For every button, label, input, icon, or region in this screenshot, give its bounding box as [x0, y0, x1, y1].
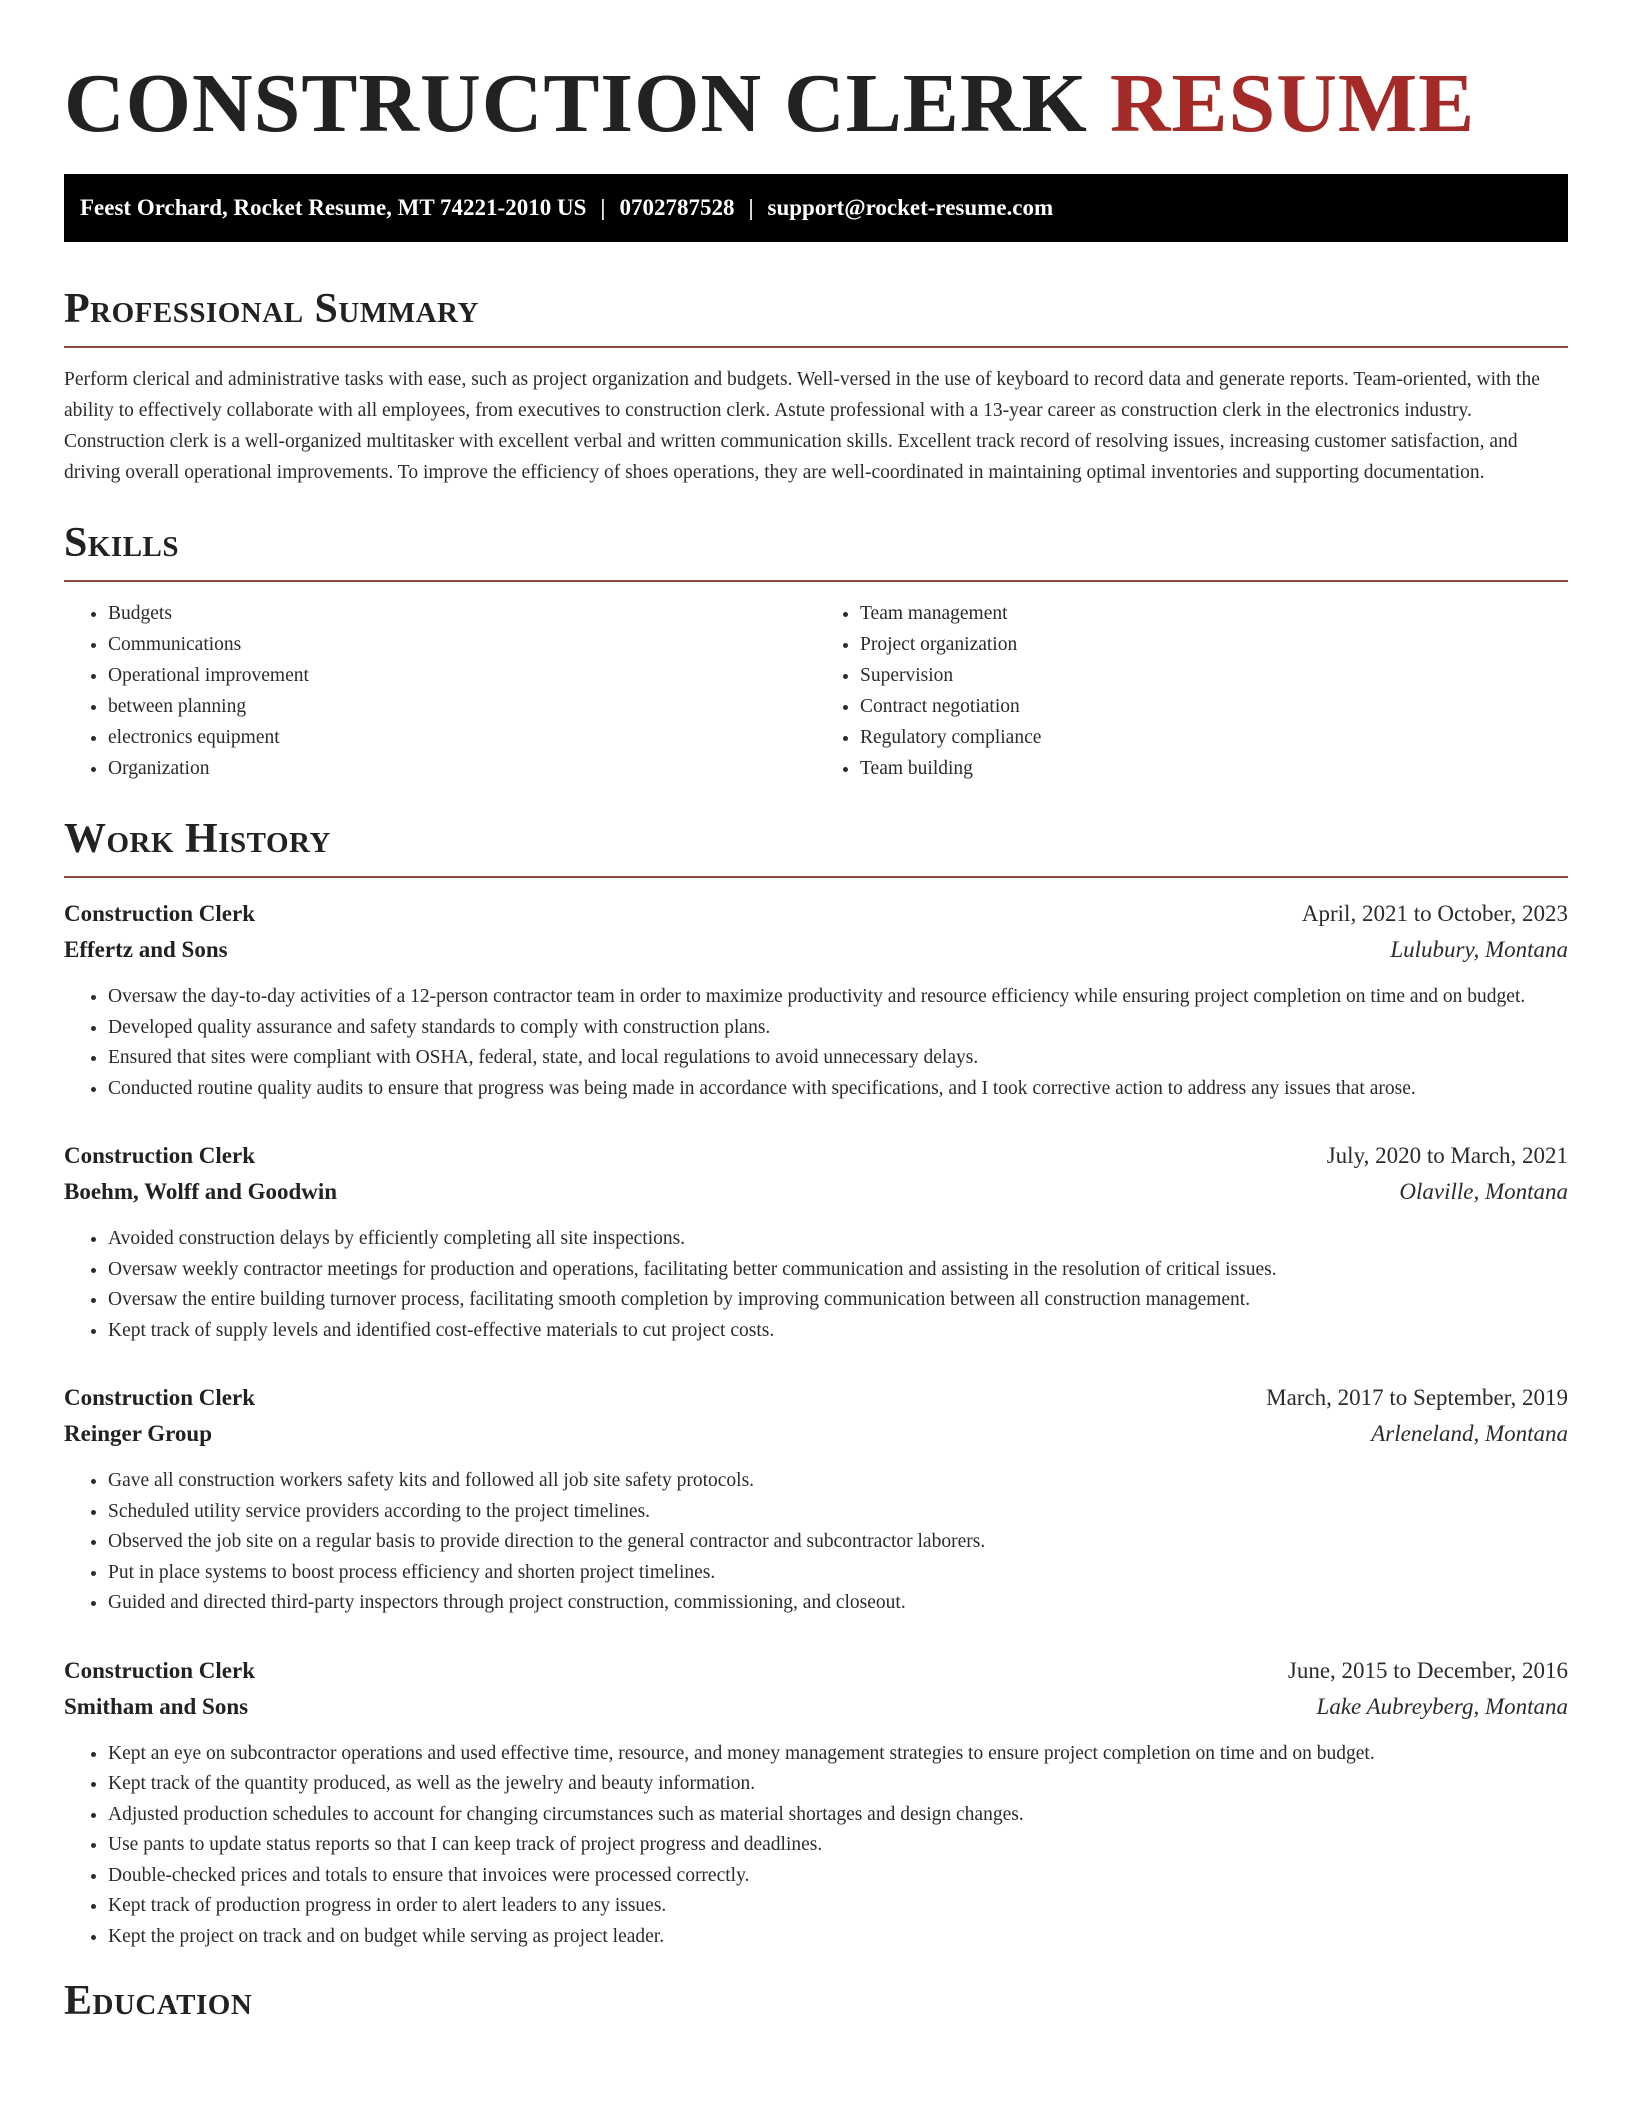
job-title-row: [64, 1653, 1568, 1689]
skill-item: • Supervision: [860, 660, 1568, 691]
summary-heading: Professional Summary: [64, 286, 479, 332]
skill-item: • Team building: [860, 753, 1568, 784]
skill-item: • Regulatory compliance: [860, 722, 1568, 753]
job-title-row: [64, 1380, 1568, 1416]
job-title-row: [64, 896, 1568, 932]
job-bullet: • Ensured that sites were compliant with OSHA, federal, state, and local regulations to avoid unnecessary delays.: [108, 1043, 1568, 1074]
contact-address: Feest Orchard, Rocket Resume, MT 74221-2010 US: [80, 195, 587, 220]
job-bullets: [64, 1739, 1568, 1953]
section-divider: [64, 580, 1568, 582]
contact-email[interactable]: support@rocket-resume.com: [767, 195, 1054, 220]
job-bullet: • Put in place systems to boost process efficiency and shorten project timelines.: [108, 1558, 1568, 1589]
job-bullet: • Adjusted production schedules to account for changing circumstances such as material shortages and design changes.: [108, 1800, 1568, 1831]
skill-item: • Project organization: [860, 629, 1568, 660]
resume-title: [64, 54, 1568, 154]
skills-column-left: [64, 598, 816, 784]
skill-item: • Operational improvement: [108, 660, 816, 691]
job-bullets: [64, 1466, 1568, 1619]
job-dates: March, 2017 to September, 2019: [1266, 1385, 1568, 1410]
section-divider: [64, 346, 1568, 348]
job-bullet: • Oversaw the day-to-day activities of a 12-person contractor team in order to maximize productivity and resource efficiency while ensuring project completion on time and on budget.: [108, 982, 1568, 1013]
job-dates: June, 2015 to December, 2016: [1287, 1657, 1568, 1683]
job-entry: [64, 1138, 1568, 1346]
job-bullet: • Double-checked prices and totals to ensure that invoices were processed correctly.: [108, 1861, 1568, 1892]
skill-item: • electronics equipment: [108, 722, 816, 753]
job-bullet: • Kept track of supply levels and identified cost-effective materials to cut project costs.: [108, 1316, 1568, 1347]
skills-heading: Skills: [64, 520, 180, 566]
job-company: Boehm, Wolff and Goodwin: [64, 1179, 338, 1204]
job-entry: [64, 1653, 1568, 1953]
job-entry: [64, 896, 1568, 1104]
job-company: Reinger Group: [64, 1421, 213, 1446]
title-accent: RESUME: [1109, 57, 1476, 150]
contact-phone: 0702787528: [619, 195, 735, 220]
job-bullet: • Guided and directed third-party inspectors through project construction, commissioning, and closeout.: [108, 1588, 1568, 1619]
skill-item: • Communications: [108, 629, 816, 660]
job-company-row: [64, 932, 1568, 968]
job-bullet: • Conducted routine quality audits to ensure that progress was being made in accordance with specifications, and I took corrective action to address any issues that arose.: [108, 1074, 1568, 1105]
skills-column-right: [816, 598, 1568, 784]
job-location: Lulubury, Montana: [1390, 937, 1568, 962]
job-bullets: [64, 1224, 1568, 1346]
job-bullets: [64, 982, 1568, 1104]
job-company: Effertz and Sons: [64, 937, 228, 962]
job-bullet: • Kept an eye on subcontractor operations and used effective time, resource, and money management strategies to ensure project completion on time and on budget.: [108, 1739, 1568, 1770]
job-company-row: [64, 1416, 1568, 1452]
title-main: CONSTRUCTION CLERK: [64, 57, 1088, 150]
job-title: Construction Clerk: [64, 901, 256, 926]
job-bullet: • Avoided construction delays by efficiently completing all site inspections.: [108, 1224, 1568, 1255]
job-location: Lake Aubreyberg, Montana: [1316, 1693, 1568, 1719]
skill-item: • Team management: [860, 598, 1568, 629]
section-divider: [64, 876, 1568, 878]
job-bullet: • Oversaw the entire building turnover process, facilitating smooth completion by improving communication between all construction management.: [108, 1285, 1568, 1316]
contact-separator: |: [600, 195, 606, 220]
job-bullet: • Observed the job site on a regular basis to provide direction to the general contractor and subcontractor laborers.: [108, 1527, 1568, 1558]
skill-item: • Organization: [108, 753, 816, 784]
job-company: Smitham and Sons: [64, 1693, 249, 1719]
work-history-heading: Work History: [64, 816, 331, 862]
job-location: Arleneland, Montana: [1371, 1421, 1568, 1446]
job-title: Construction Clerk: [64, 1657, 256, 1683]
job-bullet: • Kept track of production progress in order to alert leaders to any issues.: [108, 1891, 1568, 1922]
job-bullet: • Oversaw weekly contractor meetings for production and operations, facilitating better communication and assisting in the resolution of critical issues.: [108, 1255, 1568, 1286]
job-title: Construction Clerk: [64, 1143, 256, 1168]
job-location: Olaville, Montana: [1399, 1179, 1568, 1204]
contact-bar: [64, 174, 1568, 242]
education-heading: Education: [64, 1978, 253, 2024]
job-entry: [64, 1380, 1568, 1619]
summary-text: Perform clerical and administrative tasks with ease, such as project organization and budgets. Well-versed in the use of keyboard to record data and generate reports. Team-oriented, with the ability to effectively collaborate with all employees, from executives to construction clerk. Astute professional with a 13-year career as construction clerk in the electronics industry. Construction clerk is a well-organized multitasker with excellent verbal and written communication skills. Excellent track record of resolving issues, increasing customer satisfaction, and driving overall operational improvements. To improve the efficiency of shoes operations, they are well-coordinated in maintaining optimal inventories and supporting documentation.: [64, 369, 1540, 483]
job-dates: April, 2021 to October, 2023: [1301, 901, 1568, 926]
job-bullet: • Gave all construction workers safety kits and followed all job site safety protocols.: [108, 1466, 1568, 1497]
job-bullet: • Developed quality assurance and safety standards to comply with construction plans.: [108, 1013, 1568, 1044]
skill-item: • Contract negotiation: [860, 691, 1568, 722]
skill-item: • Budgets: [108, 598, 816, 629]
job-bullet: • Kept the project on track and on budget while serving as project leader.: [108, 1922, 1568, 1953]
skills-list: [64, 598, 1568, 784]
job-bullet: • Use pants to update status reports so that I can keep track of project progress and deadlines.: [108, 1830, 1568, 1861]
job-company-row: [64, 1689, 1568, 1725]
job-bullet: • Scheduled utility service providers according to the project timelines.: [108, 1497, 1568, 1528]
skill-item: • between planning: [108, 691, 816, 722]
contact-separator: |: [748, 195, 754, 220]
job-bullet: • Kept track of the quantity produced, as well as the jewelry and beauty information.: [108, 1769, 1568, 1800]
job-title: Construction Clerk: [64, 1385, 256, 1410]
job-title-row: [64, 1138, 1568, 1174]
job-company-row: [64, 1174, 1568, 1210]
job-dates: July, 2020 to March, 2021: [1326, 1143, 1568, 1168]
